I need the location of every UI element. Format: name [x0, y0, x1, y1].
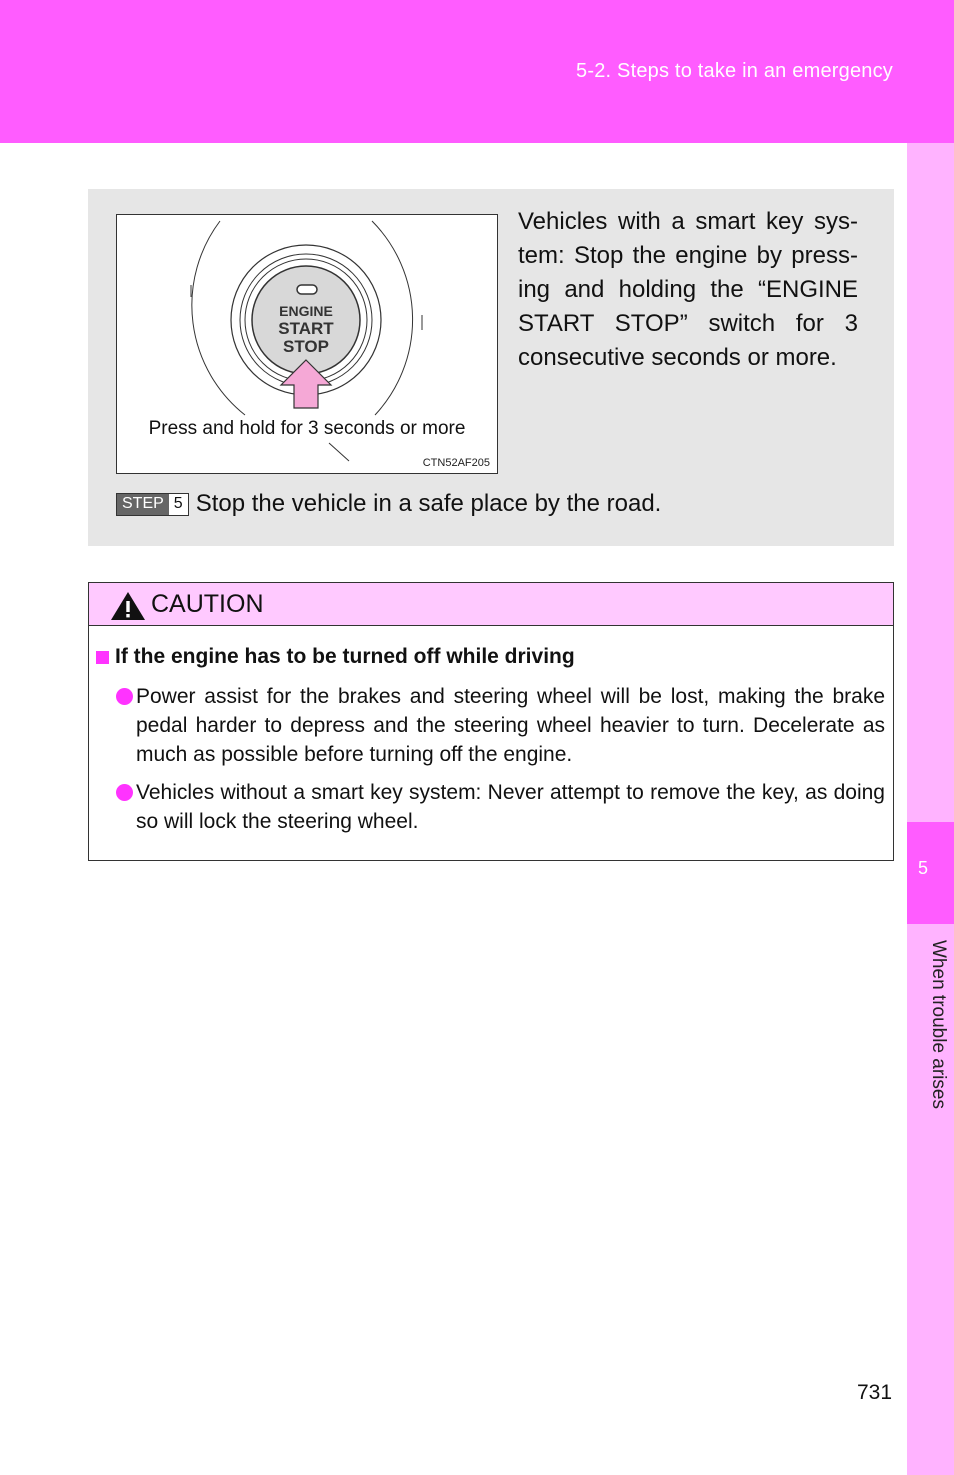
circle-bullet-icon [116, 784, 133, 801]
button-label-stop: STOP [283, 337, 329, 356]
caution-header [89, 583, 893, 626]
caution-subheading [96, 645, 575, 669]
chapter-label: When trouble arises [928, 940, 949, 1109]
step-row [116, 491, 661, 517]
caution-bullet [116, 778, 885, 836]
chapter-number: 5 [918, 858, 929, 878]
engine-switch-figure [116, 214, 498, 474]
square-bullet-icon [96, 651, 109, 664]
chapter-tab-active[interactable] [907, 822, 954, 924]
caution-bullet-text: Vehicles without a smart key system: Never attempt to remove the key, as doing so will lock the steering wheel. [136, 781, 885, 833]
smart-key-instruction: Vehicles with a smart key sys- tem: Stop the engine by press- ing and holding the “ENGINE START STOP” switch for 3 consecutive seconds or more. [518, 208, 858, 371]
figure-code: CTN52AF205 [422, 457, 490, 469]
warning-triangle-icon [109, 590, 147, 622]
section-title: 5-2. Steps to take in an emergency [576, 60, 893, 82]
button-label-start: START [278, 319, 334, 338]
page-header [0, 0, 954, 143]
caution-bullet [116, 682, 885, 769]
caution-box [88, 582, 894, 861]
step-number: 5 [169, 494, 188, 515]
caution-bullet-text: Power assist for the brakes and steering wheel will be lost, making the brake pedal harder to depress and the steering wheel heavier to turn. Decelerate as much as possible before turning off the engine. [136, 685, 885, 766]
step-label: STEP [117, 494, 169, 515]
circle-bullet-icon [116, 688, 133, 705]
step-text: Stop the vehicle in a safe place by the road. [195, 490, 662, 517]
caution-subheading-text: If the engine has to be turned off while driving [115, 645, 575, 668]
button-label-engine: ENGINE [279, 303, 333, 319]
figure-caption: Press and hold for 3 seconds or more [148, 418, 466, 439]
step-badge [116, 493, 189, 516]
chapter-side-tab [907, 143, 954, 1475]
caution-title: CAUTION [151, 590, 264, 618]
page-number: 731 [857, 1381, 893, 1404]
